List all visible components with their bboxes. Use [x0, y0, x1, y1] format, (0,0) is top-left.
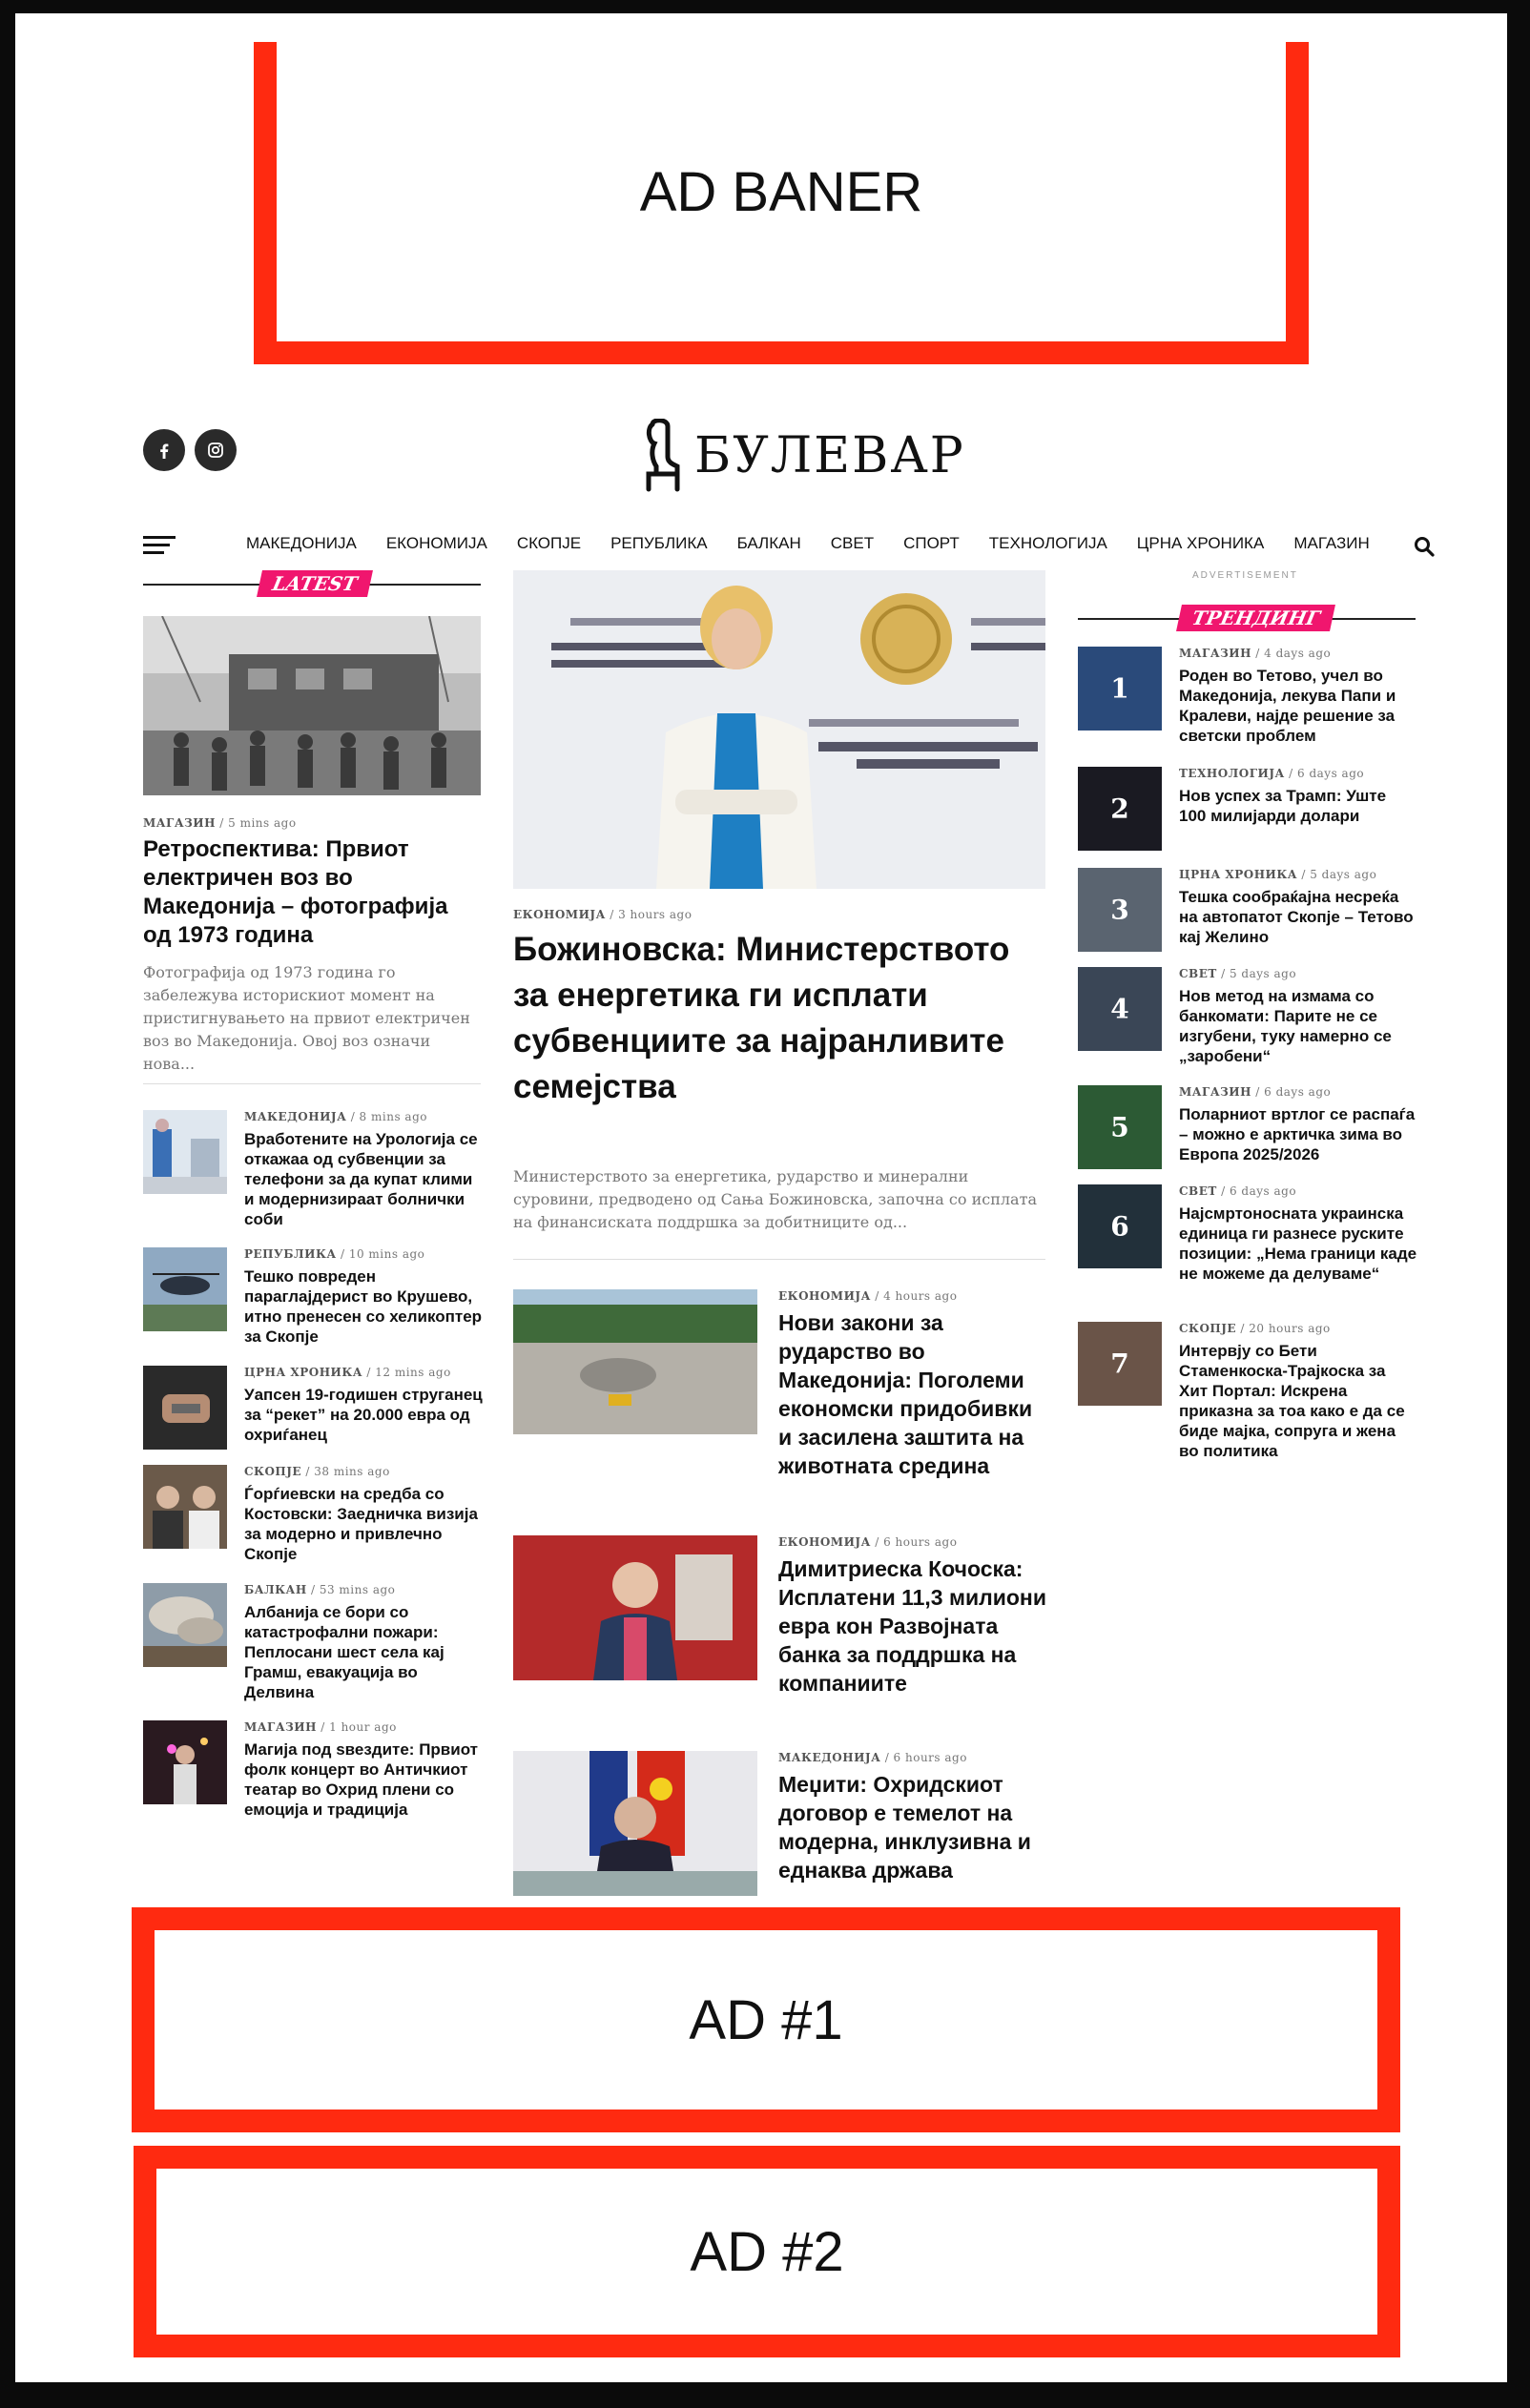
main-item-time: 4 hours ago [883, 1289, 958, 1303]
latest-item-title[interactable]: Уапсен 19-годишен струганец за “рекет” на 20.000 евра од охриѓанец [244, 1386, 483, 1444]
trending-rank: 5 [1110, 1111, 1129, 1143]
main-item-image[interactable] [513, 1289, 757, 1434]
latest-item-thumb[interactable] [143, 1465, 227, 1549]
trending-item-category[interactable]: ЦРНА ХРОНИКА [1179, 868, 1298, 881]
menu-hamburger-icon[interactable] [143, 536, 176, 555]
latest-feature-time: 5 mins ago [228, 816, 297, 830]
main-item-image[interactable] [513, 1751, 757, 1896]
hero-excerpt: Министерството за енергетика, рударство и минерални суровини, предводено од Сања Божиновска, започна со исплата на финансиската поддршка за добитниците од... [513, 1167, 1037, 1231]
latest-item-category[interactable]: МАКЕДОНИЈА [244, 1110, 347, 1123]
logo-text: БУЛЕВАР [694, 427, 965, 484]
main-nav [143, 530, 1435, 563]
latest-item-category[interactable]: СКОПЈЕ [244, 1465, 302, 1478]
latest-item-meta: РЕПУБЛИКА / 10 mins ago [244, 1247, 425, 1261]
trending-item-time: 5 days ago [1229, 967, 1297, 980]
trending-item-thumb[interactable] [1078, 1184, 1162, 1268]
advertisement-label: ADVERTISEMENT [1192, 570, 1298, 581]
trending-item-thumb[interactable] [1078, 647, 1162, 731]
latest-feature-meta: МАГАЗИН / 5 mins ago [143, 816, 297, 830]
main-item-image[interactable] [513, 1535, 757, 1680]
nav-item-tehnologija[interactable]: ТЕХНОЛОГИЈА [988, 534, 1107, 552]
latest-item-title[interactable]: Тешко повреден параглајдерист во Крушево, итно пренесен со хеликоптер за Скопје [244, 1267, 483, 1346]
trending-item-thumb[interactable] [1078, 967, 1162, 1051]
ad-banner[interactable] [254, 42, 1309, 364]
latest-item-time: 12 mins ago [375, 1366, 451, 1379]
latest-item-meta: МАКЕДОНИЈА / 8 mins ago [244, 1110, 427, 1123]
logo-chair-icon [639, 419, 685, 493]
latest-item-title[interactable]: Магија под ѕвездите: Првиот фолк концерт во Античкиот театар во Охрид плени со емоција и традиција [244, 1740, 478, 1819]
trending-item-category[interactable]: СКОПЈЕ [1179, 1322, 1237, 1335]
trending-item-title[interactable]: Нов метод на измама со банкомати: Парите не се изгубени, туку намерно се „заробени“ [1179, 987, 1392, 1065]
main-item-title[interactable]: Димитриеска Кочоска: Исплатени 11,3 милиони евра кон Развојната банка за поддршка на компаниите [778, 1556, 1046, 1696]
facebook-icon[interactable] [143, 429, 185, 471]
trending-item-title[interactable]: Нов успех за Трамп: Уште 100 милијарди долари [1179, 787, 1387, 825]
trending-item-category[interactable]: МАГАЗИН [1179, 1085, 1251, 1099]
main-item-meta: ЕКОНОМИЈА / 6 hours ago [778, 1535, 958, 1549]
nav-item-magazin[interactable]: МАГАЗИН [1293, 534, 1370, 552]
latest-item-category[interactable]: ЦРНА ХРОНИКА [244, 1366, 363, 1379]
trending-rank: 2 [1110, 792, 1129, 825]
trending-item-meta: ЦРНА ХРОНИКА / 5 days ago [1179, 868, 1377, 881]
page-frame [15, 13, 1507, 2382]
latest-feature-title[interactable]: Ретроспектива: Првиот електричен воз во Македонија – фотографија од 1973 година [143, 836, 448, 948]
latest-item-meta: ЦРНА ХРОНИКА / 12 mins ago [244, 1366, 451, 1379]
ad-slot-2-label: AD #2 [690, 2220, 844, 2283]
trending-item-meta: МАГАЗИН / 4 days ago [1179, 647, 1332, 660]
main-item-time: 6 hours ago [893, 1751, 967, 1764]
trending-item-title[interactable]: Најсмртоносната украинска единица ги разнесе руските позиции: „Нема граници каде не можеме да делуваме“ [1179, 1204, 1417, 1283]
trending-item-thumb[interactable] [1078, 1322, 1162, 1406]
latest-item-meta: МАГАЗИН / 1 hour ago [244, 1720, 397, 1734]
hero-meta: ЕКОНОМИЈА / 3 hours ago [513, 908, 693, 921]
ad-slot-2[interactable] [134, 2146, 1400, 2357]
latest-item-time: 38 mins ago [314, 1465, 390, 1478]
main-item-category[interactable]: ЕКОНОМИЈА [778, 1289, 871, 1303]
latest-item-thumb[interactable] [143, 1720, 227, 1804]
trending-item-time: 5 days ago [1310, 868, 1377, 881]
nav-item-svet[interactable]: СВЕТ [830, 534, 875, 552]
latest-item-time: 10 mins ago [348, 1247, 425, 1261]
trending-item-thumb[interactable] [1078, 868, 1162, 952]
latest-item-title[interactable]: Албанија се бори со катастрофални пожари: Пеплосани шест села кај Грамш, евакуација во Делвина [244, 1603, 445, 1701]
hero-divider [513, 1259, 1045, 1260]
latest-item-title[interactable]: Вработените на Урологија се откажаа од субвенции за телефони за да купат клими и модернизираат болнички соби [244, 1130, 478, 1228]
trending-item-category[interactable]: СВЕТ [1179, 1184, 1217, 1198]
hero-category[interactable]: ЕКОНОМИЈА [513, 908, 606, 921]
hero-image[interactable] [513, 570, 1045, 889]
latest-item-meta: СКОПЈЕ / 38 mins ago [244, 1465, 390, 1478]
latest-item-time: 8 mins ago [359, 1110, 427, 1123]
trending-label: ТРЕНДИНГ [1176, 605, 1335, 631]
main-item-time: 6 hours ago [883, 1535, 958, 1549]
ad-banner-label: AD BANER [639, 160, 923, 223]
instagram-icon[interactable] [195, 429, 237, 471]
trending-rank: 6 [1110, 1210, 1129, 1243]
hero-title[interactable]: Божиновска: Министерството за енергетика ги исплати субвенциите за најранливите семејства [513, 931, 1010, 1105]
trending-rank: 7 [1110, 1348, 1129, 1380]
trending-rank: 3 [1110, 894, 1129, 926]
search-icon[interactable] [1414, 536, 1435, 557]
trending-item-category[interactable]: СВЕТ [1179, 967, 1217, 980]
trending-item-meta: ТЕХНОЛОГИЈА / 6 days ago [1179, 767, 1365, 780]
nav-item-ekonomija[interactable]: ЕКОНОМИЈА [385, 534, 487, 552]
latest-item-category[interactable]: РЕПУБЛИКА [244, 1247, 337, 1261]
latest-item-thumb[interactable] [143, 1110, 227, 1194]
trending-item-time: 6 days ago [1264, 1085, 1332, 1099]
latest-item-category[interactable]: БАЛКАН [244, 1583, 307, 1596]
trending-item-category[interactable]: ТЕХНОЛОГИЈА [1179, 767, 1285, 780]
latest-item-thumb[interactable] [143, 1583, 227, 1667]
main-item-title[interactable]: Меџити: Охридскиот договор е темелот на модерна, инклузивна и еднаква држава [778, 1772, 1031, 1883]
site-logo[interactable] [639, 419, 965, 493]
nav-item-makedonija[interactable]: МАКЕДОНИЈА [246, 534, 357, 552]
latest-item-meta: БАЛКАН / 53 mins ago [244, 1583, 396, 1596]
trending-item-title[interactable]: Тешка сообраќајна несреќа на автопатот Скопје – Тетово кај Желино [1179, 888, 1414, 946]
trending-item-time: 4 days ago [1264, 647, 1332, 660]
trending-item-thumb[interactable] [1078, 1085, 1162, 1169]
latest-item-thumb[interactable] [143, 1247, 227, 1331]
latest-item-thumb[interactable] [143, 1366, 227, 1450]
trending-item-title[interactable]: Интервју со Бети Стаменкоска-Трајкоска за Хит Портал: Искрена приказна за тоа како е да се биде мајка, сопруга и жена во политика [1179, 1342, 1405, 1460]
ad-slot-1[interactable] [132, 1907, 1400, 2132]
latest-feature-excerpt: Фотографија од 1973 година го забележува историскиот момент на пристигнувањето на првиот електричен воз во Македонија. Овој воз означи нова... [143, 963, 470, 1073]
trending-item-title[interactable]: Роден во Тетово, учел во Македонија, лекува Папи и Кралеви, најде решение за светски проблем [1179, 667, 1396, 745]
ad-slot-1-label: AD #1 [689, 1988, 843, 2051]
trending-item-meta: СВЕТ / 6 days ago [1179, 1184, 1297, 1198]
trending-item-time: 6 days ago [1229, 1184, 1297, 1198]
nav-item-crna-hronika[interactable]: ЦРНА ХРОНИКА [1136, 534, 1265, 552]
latest-feature-image[interactable] [143, 616, 481, 795]
trending-rank: 4 [1110, 993, 1129, 1025]
nav-item-skopje[interactable]: СКОПЈЕ [516, 534, 582, 552]
latest-divider [143, 1083, 481, 1084]
latest-label: LATEST [257, 570, 373, 597]
latest-item-category[interactable]: МАГАЗИН [244, 1720, 317, 1734]
trending-rank: 1 [1110, 672, 1129, 705]
latest-feature-category[interactable]: МАГАЗИН [143, 816, 216, 830]
latest-item-time: 53 mins ago [319, 1583, 396, 1596]
main-item-meta: ЕКОНОМИЈА / 4 hours ago [778, 1289, 958, 1303]
trending-item-thumb[interactable] [1078, 767, 1162, 851]
latest-item-title[interactable]: Ѓорѓиевски на средба со Костовски: Заедничка визија за модерно и привлечно Скопје [244, 1485, 478, 1563]
nav-item-sport[interactable]: СПОРТ [903, 534, 960, 552]
latest-item-time: 1 hour ago [329, 1720, 397, 1734]
main-item-meta: МАКЕДОНИЈА / 6 hours ago [778, 1751, 967, 1764]
nav-item-balkan[interactable]: БАЛКАН [736, 534, 801, 552]
trending-item-title[interactable]: Поларниот вртлог се распаѓа – можно е арктичка зима во Европа 2025/2026 [1179, 1105, 1416, 1163]
trending-item-category[interactable]: МАГАЗИН [1179, 647, 1251, 660]
trending-item-time: 20 hours ago [1249, 1322, 1331, 1335]
trending-item-meta: СВЕТ / 5 days ago [1179, 967, 1297, 980]
trending-item-meta: МАГАЗИН / 6 days ago [1179, 1085, 1332, 1099]
main-item-title[interactable]: Нови закони за рударство во Македонија: Поголеми економски придобивки и засилена заштита на животната средина [778, 1310, 1033, 1478]
hero-time: 3 hours ago [618, 908, 693, 921]
nav-items [246, 534, 1370, 553]
main-item-category[interactable]: ЕКОНОМИЈА [778, 1535, 871, 1549]
trending-item-meta: СКОПЈЕ / 20 hours ago [1179, 1322, 1331, 1335]
nav-item-republika[interactable]: РЕПУБЛИКА [610, 534, 708, 552]
main-item-category[interactable]: МАКЕДОНИЈА [778, 1751, 881, 1764]
trending-item-time: 6 days ago [1297, 767, 1365, 780]
